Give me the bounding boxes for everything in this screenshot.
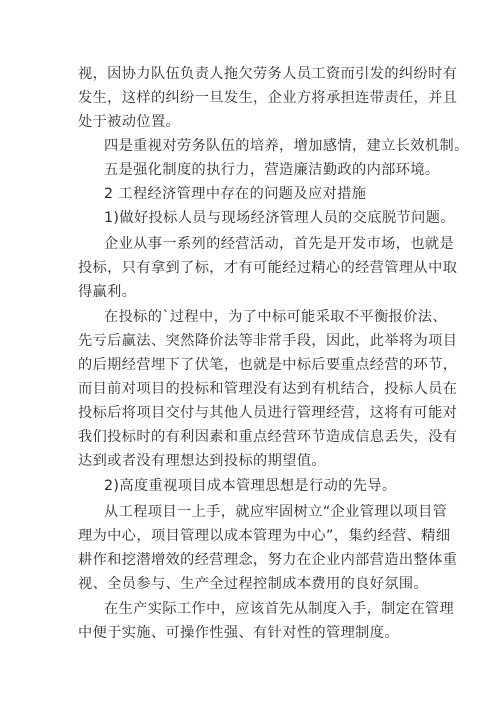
paragraph-line: 视，因协力队伍负责人拖欠劳务人员工资而引发的纠纷时有: [78, 66, 458, 82]
paragraph-line: 理为中心，项目管理以成本管理为中心”，集约经营、精细: [78, 528, 451, 544]
paragraph-line: 而目前对项目的投标和管理没有达到有机结合，投标人员在: [78, 381, 458, 397]
paragraph-line: 四是重视对劳务队伍的培养，增加感情，建立长效机制。: [104, 138, 469, 154]
paragraph-line: 我们投标时的有利因素和重点经营环节造成信息丢失，没有: [78, 429, 458, 445]
paragraph-line: 得赢利。: [78, 284, 137, 300]
paragraph-line: 从工程项目一上手，就应牢固树立“企业管理以项目管: [104, 504, 448, 520]
paragraph-line: 中便于实施、可操作性强、有针对性的管理制度。: [78, 625, 399, 641]
paragraph-line: 处于被动位置。: [78, 114, 181, 130]
subsection-heading: 2)高度重视项目成本管理思想是行动的先导。: [104, 478, 397, 494]
section-heading: 2 工程经济管理中存在的问题及应对措施: [104, 186, 367, 202]
paragraph-line: 耕作和挖潜增效的经营理念，努力在企业内部营造出整体重: [78, 552, 458, 568]
paragraph-line: 在投标的`过程中，为了中标可能采取不平衡报价法、: [104, 309, 448, 325]
paragraph-line: 投标后将项目交付与其他人员进行管理经营，这将有可能对: [78, 405, 458, 421]
paragraph-line: 在生产实际工作中，应该首先从制度入手，制定在管理: [104, 601, 455, 617]
paragraph-line: 的后期经营埋下了伏笔，也就是中标后要重点经营的环节，: [78, 357, 458, 373]
paragraph-line: 五是强化制度的执行力，营造廉洁勤政的内部环境。: [104, 162, 440, 178]
paragraph-line: 发生，这样的纠纷一旦发生，企业方将承担连带责任，并且: [78, 90, 458, 106]
paragraph-line: 达到或者没有理想达到投标的期望值。: [78, 453, 326, 469]
subsection-heading: 1)做好投标人员与现场经济管理人员的交底脱节问题。: [104, 210, 455, 226]
paragraph-line: 企业从事一系列的经营活动，首先是开发市场，也就是: [104, 236, 455, 252]
paragraph-line: 先亏后赢法、突然降价法等非常手段，因此，此举将为项目: [78, 333, 458, 349]
paragraph-line: 视、全员参与、生产全过程控制成本费用的良好氛围。: [78, 576, 429, 592]
paragraph-line: 投标，只有拿到了标，才有可能经过精心的经营管理从中取: [78, 260, 458, 276]
